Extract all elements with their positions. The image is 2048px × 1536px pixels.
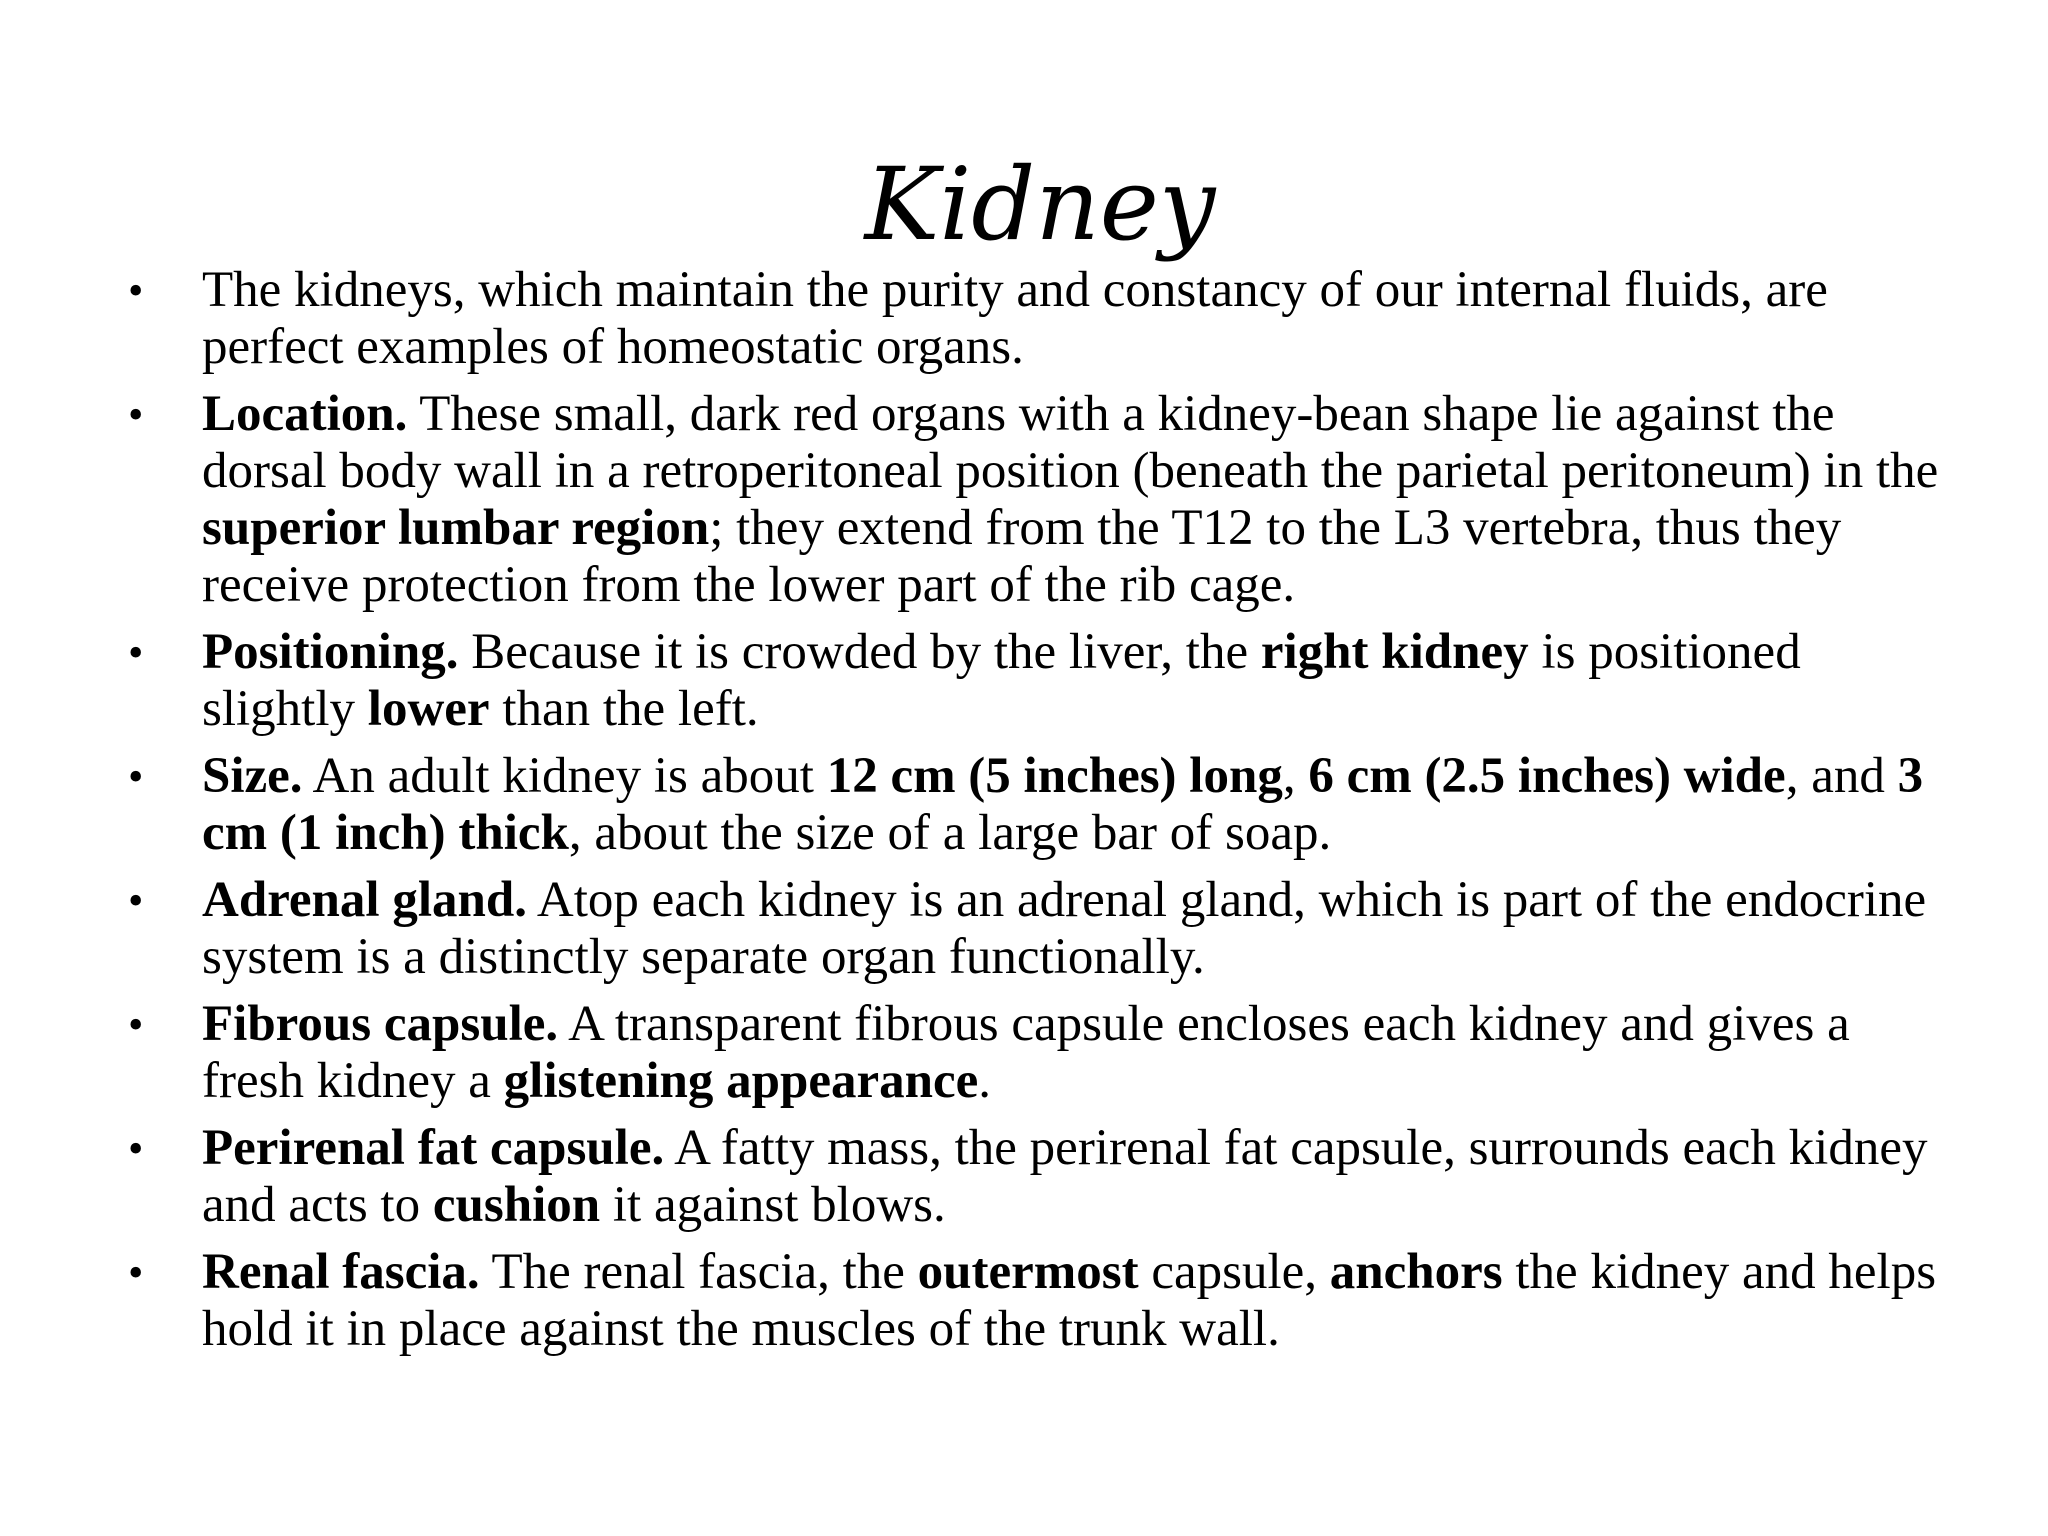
bullet-item [120, 386, 1960, 614]
bullet-text: it against blows. [600, 1177, 946, 1233]
bullet-bold-text: Size. [202, 748, 303, 804]
bullet-item [120, 262, 1960, 376]
bullet-text: The kidneys, which maintain the purity and constancy of our internal fluids, are perfect examples of homeostatic organs. [202, 262, 1828, 375]
bullet-bold-text: lower [367, 681, 490, 737]
bullet-marker: • [128, 390, 144, 439]
bullet-item [120, 1120, 1960, 1234]
bullet-marker: • [128, 752, 144, 801]
bullet-marker: • [128, 1000, 144, 1049]
bullet-bold-text: Adrenal gland. [202, 872, 527, 928]
bullet-text: is positioned slightly [202, 624, 1801, 737]
bullet-bold-text: Positioning. [202, 624, 459, 680]
bullet-text: An adult kidney is about [302, 748, 827, 804]
bullet-bold-text: 12 cm (5 inches) long [826, 748, 1283, 804]
bullet-list [120, 262, 1960, 1368]
bullet-bold-text: Fibrous capsule. [202, 996, 559, 1052]
bullet-bold-text: 3 cm (1 inch) thick [202, 748, 1924, 861]
bullet-bold-text: Perirenal fat capsule. [202, 1120, 665, 1176]
bullet-text: A fatty mass, the perirenal fat capsule, surrounds each kidney and acts to [202, 1120, 1928, 1233]
bullet-text: The renal fascia, the [479, 1244, 918, 1300]
bullet-marker: • [128, 266, 144, 315]
bullet-text: , about the size of a large bar of soap. [568, 805, 1332, 861]
bullet-text: capsule, [1138, 1244, 1330, 1300]
bullet-item [120, 748, 1960, 862]
bullet-text: Because it is crowded by the liver, the [458, 624, 1261, 680]
bullet-text: , [1282, 748, 1309, 804]
bullet-text: the kidney and helps hold it in place against the muscles of the trunk wall. [202, 1244, 1937, 1357]
bullet-text: Atop each kidney is an adrenal gland, which is part of the endocrine system is a distinctly separate organ functionally. [202, 872, 1927, 985]
bullet-bold-text: glistening appearance [503, 1053, 979, 1109]
bullet-bold-text: Renal fascia. [202, 1244, 480, 1300]
bullet-text: ; they extend from the T12 to the L3 vertebra, thus they receive protection from the lower part of the rib cage. [202, 500, 1842, 613]
bullet-bold-text: outermost [917, 1244, 1139, 1300]
bullet-text: than the left. [489, 681, 759, 737]
slide-title: Kidney [864, 146, 1216, 263]
bullet-marker: • [128, 1248, 144, 1297]
bullet-marker: • [128, 876, 144, 925]
bullet-bold-text: 6 cm (2.5 inches) wide [1308, 748, 1786, 804]
bullet-item [120, 872, 1960, 986]
bullet-bold-text: Location. [202, 386, 408, 442]
bullet-bold-text: cushion [432, 1177, 601, 1233]
bullet-text: These small, dark red organs with a kidney-bean shape lie against the dorsal body wall in a retroperitoneal position (beneath the parietal peritoneum) in the [202, 386, 1939, 499]
bullet-text: A transparent fibrous capsule encloses each kidney and gives a fresh kidney a [202, 996, 1850, 1109]
bullet-bold-text: anchors [1329, 1244, 1503, 1300]
bullet-marker: • [128, 1124, 144, 1173]
bullet-item [120, 996, 1960, 1110]
bullet-bold-text: right kidney [1260, 624, 1529, 680]
bullet-bold-text: superior lumbar region [202, 500, 710, 556]
bullet-item [120, 624, 1960, 738]
bullet-text: . [978, 1053, 991, 1109]
bullet-item [120, 1244, 1960, 1358]
bullet-marker: • [128, 628, 144, 677]
bullet-text: , and [1785, 748, 1898, 804]
